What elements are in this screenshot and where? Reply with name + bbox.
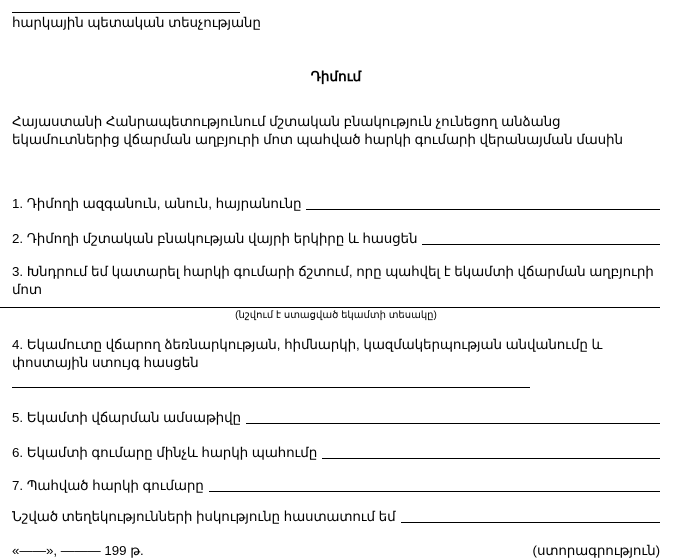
form-item-4	[12, 336, 660, 390]
confirmation-row	[12, 508, 660, 526]
addressee-label: հարկային պետական տեսչությանը	[12, 15, 261, 30]
form-item-6	[12, 444, 660, 462]
item-6-label: 6. Եկամտի գումարը մինչև հարկի պահումը	[12, 445, 318, 460]
form-item-5	[12, 409, 660, 427]
subject-paragraph: Հայաստանի Հանրապետությունում մշտական բնակություն չունեցող անձանց եկամուտներից վճարման աղբյուրի մոտ պահված հարկի գումարի վերանայման մասին	[12, 114, 623, 147]
item-5-label: 5. Եկամտի վճարման ամսաթիվը	[12, 410, 241, 425]
item-1-label: 1. Դիմողի ազգանուն, անուն, հայրանունը	[12, 196, 302, 211]
addressee-fill-line	[12, 12, 240, 13]
item-7-fill-line	[209, 491, 660, 492]
item-2-fill-line	[422, 244, 660, 245]
item-2-label: 2. Դիմողի մշտական բնակության վայրի երկիրը և հասցեն	[12, 231, 418, 246]
footer	[12, 542, 660, 560]
confirmation-fill-line	[401, 522, 660, 523]
item-7-label: 7. Պահված հարկի գումարը	[12, 478, 204, 493]
date-line: «——», ——— 199 թ.	[12, 543, 144, 558]
addressee-block	[12, 12, 660, 32]
form-item-7	[12, 477, 660, 495]
document-title: Դիմում	[310, 69, 362, 84]
item-4-fill-line	[12, 375, 530, 388]
form-item-1	[12, 195, 660, 213]
item-5-fill-line	[246, 423, 660, 424]
item-3-fill-line	[0, 307, 660, 308]
income-type-note: (նշվում է ստացված եկամտի տեսակը)	[235, 310, 437, 321]
item-1-fill-line	[306, 209, 660, 210]
item-6-fill-line	[322, 458, 660, 459]
item-3-label: 3. Խնդրում եմ կատարել հարկի գումարի ճշտում, որը պահվել է եկամտի վճարման աղբյուրի մոտ	[12, 264, 654, 297]
form-item-2	[12, 230, 660, 248]
confirmation-label: Նշված տեղեկությունների իսկությունը հաստատում եմ	[12, 509, 396, 524]
signature-note: (ստորագրություն)	[532, 543, 660, 558]
form-item-3	[12, 263, 660, 322]
item-4-label: 4. Եկամուտը վճարող ձեռնարկության, հիմնարկի, կազմակերպության անվանումը և փոստային ստույգ հասցեն	[12, 337, 603, 370]
